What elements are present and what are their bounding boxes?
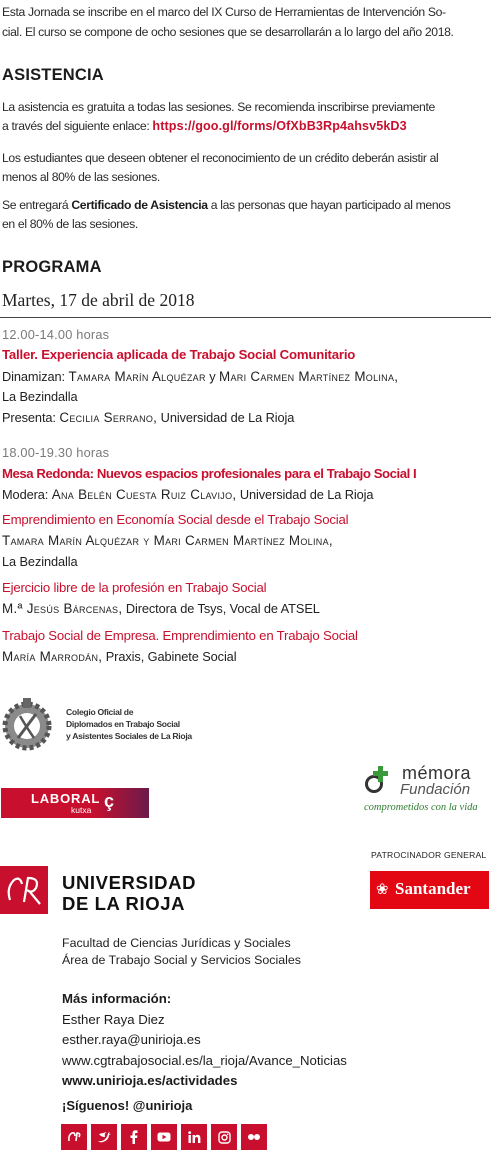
presenta-label: Presenta: [2,410,56,425]
info-label: Más información: [62,991,172,1006]
unirioja-icon[interactable] [61,1124,87,1150]
modera-org: Universidad de La Rioja [239,487,374,502]
santander-logo [370,871,489,909]
asistencia-heading: ASISTENCIA [2,66,104,84]
session2-title: Mesa Redonda: Nuevos espacios profesionales para el Trabajo Social I [2,466,417,481]
info-block [62,989,347,1092]
follow-label: ¡Síguenos! @unirioja [62,1098,193,1113]
facultad-block [62,935,301,968]
asistencia-p2-line1: Los estudiantes que deseen obtener el reconocimiento de un crédito deberán asistir al [2,151,439,165]
certificado-prefix: Se entregará [2,198,69,212]
contact-name: Esther Raya Diez [62,1011,165,1027]
talk2-name: M.ª Jesús Bárcenas, [2,601,123,616]
asistencia-p2-line2: menos al 80% de las sesiones. [2,170,160,184]
dinamizan-label: Dinamizan: [2,369,66,384]
asistencia-paragraph-1 [2,98,490,136]
unirioja-emblem-icon [0,866,48,914]
dinamizan-name-1: Tamara Marín Alquézar [68,369,206,384]
session1-org: La Bezindalla [2,389,78,404]
colegio-line-3: y Asistentes Sociales de La Rioja [66,731,192,741]
santander-name: Santander [395,879,471,898]
dinamizan-join: y [209,369,216,384]
talk3-title: Trabajo Social de Empresa. Emprendimiento en Trabajo Social [2,628,358,643]
dinamizan-name-2: Mari Carmen Martínez Molina, [219,369,399,384]
talk1-org: La Bezindalla [2,554,78,569]
instagram-icon[interactable] [211,1124,237,1150]
twitter-icon[interactable] [91,1124,117,1150]
talk3-speaker [2,649,236,664]
colegio-line-1: Colegio Oficial de [66,707,134,717]
colegio-name [66,706,192,742]
talk3-org: Praxis, Gabinete Social [105,649,237,664]
unirioja-line-2: DE LA RIOJA [62,893,186,914]
memora-symbol-icon [364,762,394,796]
programa-heading: PROGRAMA [2,258,102,276]
talk1-speakers: Tamara Marín Alquézar y Mari Carmen Martínez Molina, [2,533,333,548]
santander-flame-icon: ❀ [376,881,389,898]
website-link-cgtrabajosocial[interactable]: www.cgtrabajosocial.es/la_rioja/Avance_Noticias [62,1052,347,1068]
laboral-sub-text: kutxa [71,805,92,815]
laboral-symbol-icon: ç [104,791,115,811]
talk2-speaker [2,601,320,616]
asistencia-paragraph-2 [2,149,490,187]
presenta-name: Cecilia Serrano, [59,410,158,425]
inscription-link[interactable]: https://goo.gl/forms/OfXbB3Rp4ahsv5kD3 [152,119,407,133]
session1-presenta [2,410,294,425]
facultad-line-2: Área de Trabajo Social y Servicios Sociales [62,952,301,967]
social-icons-row [61,1124,267,1150]
certificado-bold: Certificado de Asistencia [71,198,208,212]
talk3-name: María Marrodán, [2,649,103,664]
memora-tagline: comprometidos con la vida [364,802,478,813]
intro-line-2: cial. El curso se compone de ocho sesiones que se desarrollarán a lo largo del año 2018. [2,24,454,39]
colegio-line-2: Diplomados en Trabajo Social [66,719,180,729]
talk2-org: Directora de Tsys, Vocal de ATSEL [125,601,320,616]
asistencia-p1-line2 [2,117,490,136]
intro-line-1: Esta Jornada se inscribe en el marco del IX Curso de Herramientas de Intervención So- [2,5,446,19]
session-date: Martes, 17 de abril de 2018 [2,290,195,310]
youtube-icon[interactable] [151,1124,177,1150]
asistencia-p3-line1 [2,196,490,215]
contact-email[interactable]: esther.raya@unirioja.es [62,1032,201,1047]
unirioja-line-1: UNIVERSIDAD [62,872,197,893]
intro-text [2,3,489,42]
laboral-main-text: LABORAL [31,791,101,806]
memora-line-2: Fundación [400,781,471,798]
talk1-title: Emprendimiento en Economía Social desde el Trabajo Social [2,512,349,527]
presenta-org: Universidad de La Rioja [160,410,295,425]
talk2-title: Ejercicio libre de la profesión en Trabajo Social [2,580,267,595]
memora-line-1: mémora [402,763,472,783]
modera-name: Ana Belén Cuesta Ruiz Clavijo, [51,487,237,502]
asistencia-paragraph-3 [2,196,490,234]
facebook-icon[interactable] [121,1124,147,1150]
session2-modera [2,487,373,502]
session1-time: 12.00-14.00 horas [2,327,110,342]
enlace-label: a través del siguiente enlace: [2,119,150,133]
linkedin-icon[interactable] [181,1124,207,1150]
date-divider [0,317,491,318]
asistencia-p1-line1: La asistencia es gratuita a todas las sesiones. Se recomienda inscribirse previamente [2,100,435,114]
colegio-emblem-icon [0,694,58,758]
laboral-kutxa-logo [1,788,149,818]
patrocinador-label: PATROCINADOR GENERAL [371,850,487,860]
session2-time: 18.00-19.30 horas [2,445,110,460]
unirioja-name [62,872,196,914]
facultad-line-1: Facultad de Ciencias Jurídicas y Sociales [62,936,291,950]
session1-title: Taller. Experiencia aplicada de Trabajo Social Comunitario [2,347,356,362]
asistencia-p3-line2: en el 80% de las sesiones. [2,217,138,231]
session1-dinamizan [2,369,398,384]
certificado-suffix: a las personas que hayan participado al menos [210,198,451,212]
website-link-unirioja[interactable]: www.unirioja.es/actividades [62,1073,238,1088]
modera-label: Modera: [2,487,49,502]
flickr-icon[interactable] [241,1124,267,1150]
